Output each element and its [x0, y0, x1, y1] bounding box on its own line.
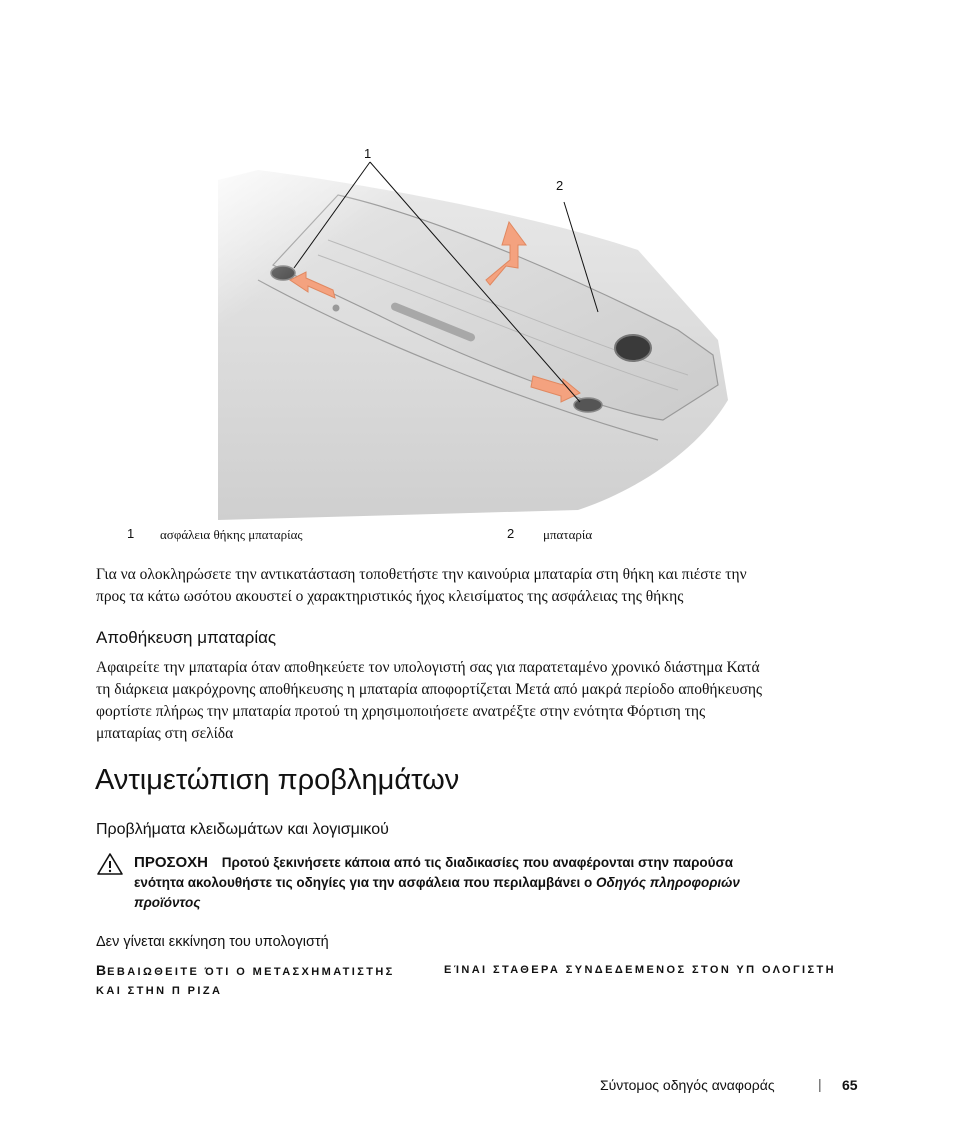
no-start-heading: Δεν γίνεται εκκίνηση του υπολογιστή [96, 934, 329, 950]
intro-line-1: Για να ολοκληρώσετε την αντικατάσταση τοποθετήστε την καινούρια μπαταρία στη θήκη και πιέστε την [96, 566, 747, 583]
storage-heading: Αποθήκευση μπαταρίας [96, 628, 277, 647]
caution-line-1: Προτού ξεκινήσετε κάποια από τις διαδικασίες που αναφέρονται στην παρούσα [221, 855, 734, 870]
no-start-line-1b: ΕΊΝΑΙ ΣΤΑΘΕΡΑ ΣΥΝΔΕΔΕΜΕΝΟΣ ΣΤΟΝ ΥΠ ΟΛΟΓΙΣΤΗ [444, 964, 836, 976]
battery-illustration [218, 140, 738, 520]
caption-1-text: ασφάλεια θήκης μπαταρίας [160, 527, 303, 542]
no-start-line-1a-rest: ΕΒΑΙΩΘΕΙΤΕ ΌΤΙ Ο ΜΕΤΑΣΧΗΜΑΤΙΣΤΗΣ [107, 966, 395, 978]
caption-2-number: 2 [507, 526, 515, 541]
intro-paragraph [96, 564, 747, 608]
storage-line-3: φορτίστε πλήρως την μπαταρία προτού τη χρησιμοποιήσετε ανατρέξτε στην ενότητα Φόρτιση της [96, 703, 706, 720]
storage-line-2: τη διάρκεια μακρόχρονης αποθήκευσης η μπαταρία αποφορτίζεται Μετά από μακρά περίοδο αποθήκευσης [96, 681, 763, 698]
caption-1-number: 1 [127, 526, 135, 541]
caution-block [134, 852, 740, 913]
caution-line-2: ενότητα ακολουθήστε τις οδηγίες για την ασφάλεια που περιλαμβάνει ο [134, 875, 597, 890]
caution-icon [96, 852, 124, 881]
battery-figure [218, 140, 738, 520]
caution-guide-title: Οδηγός πληροφοριών [596, 875, 740, 890]
storage-paragraph [96, 657, 762, 745]
footer-separator: | [818, 1076, 822, 1092]
storage-line-4: μπαταρίας στη σελίδα [96, 725, 234, 742]
troubleshooting-heading: Αντιμετώπιση προβλημάτων [95, 764, 460, 796]
caution-line-3: προϊόντος [134, 895, 201, 910]
no-start-line-1a [96, 962, 395, 978]
page-number: 65 [842, 1077, 858, 1093]
no-start-dropcap: Β [96, 962, 108, 978]
callout-1: 1 [364, 146, 372, 161]
footer-title: Σύντομος οδηγός αναφοράς [600, 1077, 775, 1093]
no-start-line-2: ΚΑΙ ΣΤΗΝ Π ΡΙΖΑ [96, 985, 223, 997]
storage-line-1: Αφαιρείτε την μπαταρία όταν αποθηκεύετε τον υπολογιστή σας για παρατεταμένο χρονικό διάστημα Κατά [96, 659, 760, 676]
intro-line-2: προς τα κάτω ωσότου ακουστεί ο χαρακτηριστικός ήχος κλεισίματος της ασφάλειας της θήκης [96, 588, 684, 605]
caution-label: ΠΡΟΣΟΧΗ [134, 854, 209, 871]
caption-2-text: μπαταρία [543, 527, 593, 542]
callout-2: 2 [556, 178, 564, 193]
lockups-subheading: Προβλήματα κλειδωμάτων και λογισμικού [96, 821, 389, 838]
